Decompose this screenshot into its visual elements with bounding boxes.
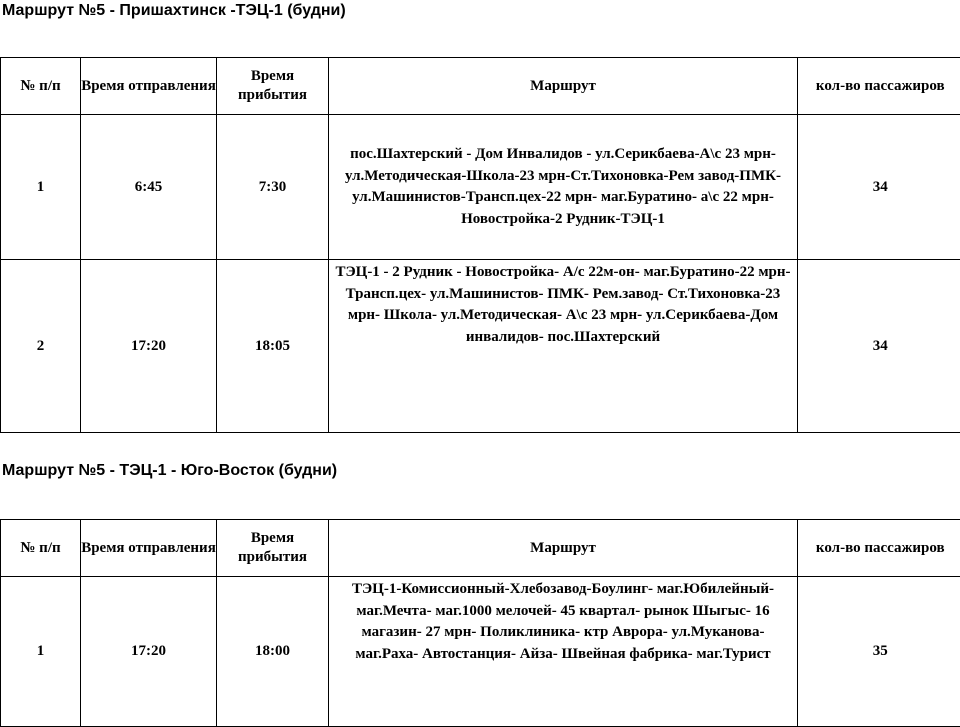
route-title: Маршрут №5 - Пришахтинск -ТЭЦ-1 (будни) [2,2,346,20]
route-description: ТЭЦ-1 - 2 Рудник - Новостройка- А/с 22м-он- маг.Буратино-22 мрн-Трансп.цех- ул.Машинистов- ПМК- Рем.завод- Ст.Тихоновка-23 мрн- Школа- ул.Методическая- А\с 23 мрн- ул.Серикбаева-Дом инвалидов- пос.Шахтерский [329,260,798,433]
header-passengers: кол-во пассажиров [798,520,960,577]
header-arrival: Время прибытия [217,58,329,115]
header-number: № п/п [1,520,81,577]
departure-time: 6:45 [81,115,217,260]
header-departure: Время отправления [81,58,217,115]
passenger-count: 35 [798,577,960,727]
header-arrival: Время прибытия [217,520,329,577]
header-departure: Время отправления [81,520,217,577]
route-description: ТЭЦ-1-Комиссионный-Хлебозавод-Боулинг- маг.Юбилейный- маг.Мечта- маг.1000 мелочей- 45 квартал- рынок Шыгыс- 16 магазин- 27 мрн- Поликлиника- ктр Аврора- ул.Муканова- маг.Раха- Автостанция- Айза- Швейная фабрика- маг.Турист [329,577,798,727]
route-description: пос.Шахтерский - Дом Инвалидов - ул.Серикбаева-А\с 23 мрн- ул.Методическая-Школа-23 мрн-Ст.Тихоновка-Рем завод-ПМК- ул.Машинистов-Трансп.цех-22 мрн- маг.Буратино- а\с 22 мрн-Новостройка-2 Рудник-ТЭЦ-1 [329,115,798,260]
header-route: Маршрут [329,58,798,115]
route-title: Маршрут №5 - ТЭЦ-1 - Юго-Восток (будни) [2,462,337,480]
table-row [1,260,960,433]
header-route: Маршрут [329,520,798,577]
row-number: 1 [1,115,81,260]
arrival-time: 7:30 [217,115,329,260]
departure-time: 17:20 [81,577,217,727]
departure-time: 17:20 [81,260,217,433]
row-number: 1 [1,577,81,727]
table-row [1,577,960,727]
header-passengers: кол-во пассажиров [798,58,960,115]
header-number: № п/п [1,58,81,115]
arrival-time: 18:05 [217,260,329,433]
passenger-count: 34 [798,260,960,433]
table-row [1,115,960,260]
passenger-count: 34 [798,115,960,260]
row-number: 2 [1,260,81,433]
table-header-row [1,520,960,577]
schedule-table [0,57,960,433]
table-header-row [1,58,960,115]
arrival-time: 18:00 [217,577,329,727]
schedule-table [0,519,960,727]
